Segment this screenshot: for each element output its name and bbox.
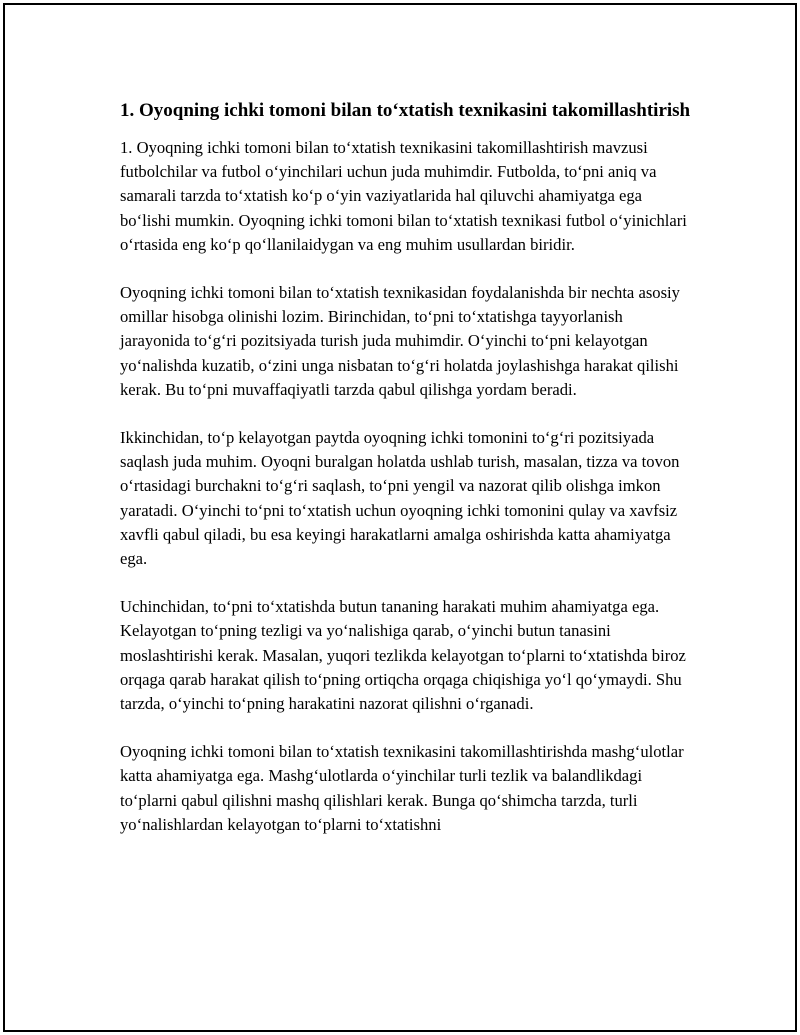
paragraph-2: Oyoqning ichki tomoni bilan to‘xtatish texnikasidan foydalanishda bir nechta asosiy omillar hisobga olinishi lozim. Birinchidan, to‘pni to‘xtatishga tayyorlanish jarayonida to‘g‘ri pozitsiyada turish juda muhimdir. O‘yinchi to‘pni kelayotgan yo‘nalishda kuzatib, o‘zini unga nisbatan to‘g‘ri holatda joylashishga harakat qilishi kerak. Bu to‘pni muvaffaqiyatli tarzda qabul qilishga yordam beradi. <box>120 283 680 399</box>
document-title: 1. Oyoqning ichki tomoni bilan to‘xtatish texnikasini takomillashtirish <box>120 100 691 121</box>
paragraph-4: Uchinchidan, to‘pni to‘xtatishda butun tananing harakati muhim ahamiyatga ega. Kelayotgan to‘pning tezligi va yo‘nalishiga qarab, o‘yinchi butun tanasini moslashtirishi kerak. Masalan, yuqori tezlikda kelayotgan to‘plarni to‘xtatishda biroz orqaga qarab harakat qilish to‘pning ortiqcha orqaga chiqishiga yo‘l qo‘ymaydi. Shu tarzda, o‘yinchi to‘pning harakatini nazorat qilishni o‘rganadi. <box>120 597 686 714</box>
paragraph-1: 1. Oyoqning ichki tomoni bilan to‘xtatish texnikasini takomillashtirish mavzusi futbolchilar va futbol o‘yinchilari uchun juda muhimdir. Futbolda, to‘pni aniq va samarali tarzda to‘xtatish ko‘p o‘yin vaziyatlarida hal qiluvchi ahamiyatga ega bo‘lishi mumkin. Oyoqning ichki tomoni bilan to‘xtatish texnikasi futbol o‘yinichlari o‘rtasida eng ko‘p qo‘llanilaidygan va eng muhim usullardan biridir. <box>120 138 687 254</box>
document-body <box>120 98 695 861</box>
document-page <box>3 3 797 1032</box>
paragraph-5: Oyoqning ichki tomoni bilan to‘xtatish texnikasini takomillashtirishda mashg‘ulotlar katta ahamiyatga ega. Mashg‘ulotlarda o‘yinchilar turli tezlik va balandlikdagi to‘plarni qabul qilishni mashq qilishlari kerak. Bunga qo‘shimcha tarzda, turli yo‘nalishlardan kelayotgan to‘plarni to‘xtatishni <box>120 742 684 834</box>
paragraph-3: Ikkinchidan, to‘p kelayotgan paytda oyoqning ichki tomonini to‘g‘ri pozitsiyada saqlash juda muhim. Oyoqni buralgan holatda ushlab turish, masalan, tizza va tovon o‘rtasidagi burchakni to‘g‘ri saqlash, to‘pni yengil va nazorat qilib olishga imkon yaratadi. O‘yinchi to‘pni to‘xtatish uchun oyoqning ichki tomonini qulay va xavfsiz xavfli qabul qiladi, bu esa keyingi harakatlarni amalga oshirishda katta ahamiyatga ega. <box>120 428 680 569</box>
